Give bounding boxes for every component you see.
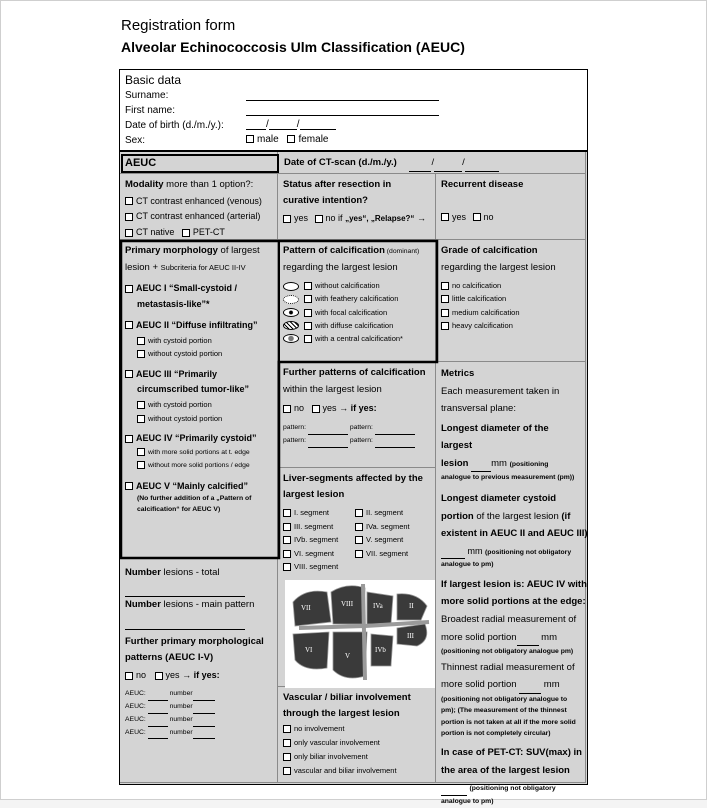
petct-heading-cont: the area of the largest lesion xyxy=(441,764,570,776)
segment-viii-checkbox[interactable] xyxy=(283,563,291,571)
pattern-heading: Pattern of calcification xyxy=(283,245,385,256)
resection-yes-label: yes xyxy=(294,213,309,224)
vascular-cell xyxy=(278,687,436,783)
modality-arterial-checkbox[interactable] xyxy=(125,213,133,221)
grade-calcification-cell xyxy=(436,240,586,362)
metrics-heading: Metrics xyxy=(441,368,475,379)
aeuc-entry-field-4[interactable] xyxy=(148,738,168,739)
arrow-icon: → xyxy=(416,213,426,224)
modality-heading-note: more than 1 option?: xyxy=(163,179,254,190)
recurrent-cell xyxy=(436,174,586,240)
segment-vi-label: VI. segment xyxy=(294,548,335,558)
pattern-field-label: pattern: xyxy=(283,424,307,431)
modality-native-label: CT native xyxy=(136,227,175,238)
vessel-line xyxy=(299,626,365,628)
thinnest-heading: Thinnest radial measurement of xyxy=(441,661,575,673)
longest-diameter-lesion: lesion xyxy=(441,457,469,469)
grade-medium-label: medium calcification xyxy=(452,307,520,317)
aeuc-iv-condition: If largest lesion is: AEUC IV with xyxy=(441,578,587,590)
recurrent-yes-checkbox[interactable] xyxy=(441,213,449,221)
number-main-field[interactable] xyxy=(125,619,245,630)
dob-label: Date of birth (d./m./y.): xyxy=(125,120,224,131)
grade-little-label: little calcification xyxy=(452,294,507,304)
form-subtitle: Alveolar Echinococcosis Ulm Classification (AEUC) xyxy=(121,39,465,55)
aeuc-entry-label: AEUC: xyxy=(125,702,146,710)
cystoid-of-lesion: of the largest lesion xyxy=(473,510,562,522)
petct-note: (positioning not obligatory xyxy=(469,785,556,793)
number-cell xyxy=(120,558,278,783)
pattern-feathery-label: with feathery calcification xyxy=(315,294,399,304)
number-entry-label: number xyxy=(169,728,193,736)
arrow-icon: → xyxy=(339,403,349,414)
segment-ii-label: II. segment xyxy=(366,508,404,518)
liver-heading: Liver-segments affected by the largest lesion xyxy=(283,473,423,501)
pattern-focal-label: with focal calcification xyxy=(315,307,388,317)
resection-heading: Status after resection in curative intention? xyxy=(283,179,392,207)
vascular-heading: Vascular / biliar involvement through the largest lesion xyxy=(283,692,411,720)
cystoid-if: (if xyxy=(561,510,571,522)
diagram-label-vi: VI xyxy=(305,646,313,654)
further-patterns-if-yes: if yes: xyxy=(350,403,377,414)
modality-venous-checkbox[interactable] xyxy=(125,197,133,205)
vascular-none-checkbox[interactable] xyxy=(283,725,291,733)
liver-diagram-svg xyxy=(285,580,435,688)
grade-subheading: regarding the largest lesion xyxy=(441,261,556,273)
petct-note-cont: analogue to pm) xyxy=(441,797,494,805)
further-patterns-subheading: within the largest lesion xyxy=(283,383,382,395)
recurrent-yes-label: yes xyxy=(452,211,467,222)
further-primary-if-yes: if yes: xyxy=(193,670,220,681)
male-label: male xyxy=(257,134,279,145)
number-total-rest: lesions - total xyxy=(160,567,220,578)
modality-venous-label: CT contrast enhanced (venous) xyxy=(136,195,262,206)
diagram-label-vii: VII xyxy=(301,604,311,612)
diagram-label-iii: III xyxy=(407,632,414,640)
resection-yes-checkbox[interactable] xyxy=(283,215,291,223)
first-name-label: First name: xyxy=(125,105,176,116)
aeuc-i-label: AEUC I “Small-cystoid / xyxy=(136,283,238,294)
aeuc-iv-label: AEUC IV “Primarily cystoid” xyxy=(136,433,257,443)
recurrent-no-checkbox[interactable] xyxy=(473,213,481,221)
pattern-subheading: regarding the largest lesion xyxy=(283,261,398,273)
number-entry-label: number xyxy=(169,689,193,697)
grade-medium-checkbox[interactable] xyxy=(441,309,449,317)
broadest-heading: Broadest radial measurement of xyxy=(441,613,577,625)
pattern-heading-note: (dominant) xyxy=(384,248,420,255)
grade-heading: Grade of calcification xyxy=(441,245,538,256)
number-main-label: Number xyxy=(125,599,161,611)
first-name-field[interactable] xyxy=(246,105,439,116)
basic-data-section xyxy=(119,69,588,151)
longest-diameter-heading: Longest diameter of the largest xyxy=(441,422,549,452)
aeuc-ii-cystoid-label: with cystoid portion xyxy=(148,335,212,345)
resection-relapse-note: „yes“, „Relapse?“ xyxy=(345,214,415,224)
grade-heavy-label: heavy calcification xyxy=(452,320,513,330)
metrics-line1: Each measurement taken in xyxy=(441,385,560,397)
thinnest-note: (positioning not obligatory analogue to xyxy=(441,695,568,703)
cystoid-existent: existent in AEUC II and AEUC III) xyxy=(441,528,588,540)
resection-cell xyxy=(278,174,436,240)
primary-subcriteria: Subcriteria for AEUC II-IV xyxy=(160,262,246,272)
aeuc-v-note-cont: calcification“ for AEUC V) xyxy=(137,506,221,514)
diagram-label-ii: II xyxy=(409,602,414,610)
aeuc-label-cell xyxy=(120,152,278,174)
longest-diameter-note: (positioning xyxy=(509,460,549,468)
surname-label: Surname: xyxy=(125,90,169,101)
vascular-none-label: no involvement xyxy=(294,724,345,734)
further-primary-no-checkbox[interactable] xyxy=(125,672,133,680)
primary-pattern-outline xyxy=(119,239,439,561)
pattern-field-label: pattern: xyxy=(349,436,373,444)
resection-no-label: no if xyxy=(325,213,343,224)
further-patterns-heading: Further patterns of calcification xyxy=(283,367,426,378)
pattern-central-label: with a central calcification* xyxy=(315,333,403,343)
further-primary-yes-checkbox[interactable] xyxy=(155,672,163,680)
pattern-field-label: pattern: xyxy=(349,424,373,431)
metrics-line2: transversal plane: xyxy=(441,403,516,415)
cystoid-portion: portion xyxy=(441,510,474,522)
aeuc-iv-solid-label: with more solid portions at t. edge xyxy=(148,448,250,456)
aeuc-v-label: AEUC V “Mainly calcified” xyxy=(136,480,249,491)
further-patterns-no-label: no xyxy=(294,403,305,414)
aeuc-entry-label: AEUC: xyxy=(125,728,146,736)
surname-field[interactable] xyxy=(246,90,439,101)
number-entry-label: number xyxy=(169,702,193,710)
segment-ivb-label: IVb. segment xyxy=(294,535,339,545)
grade-heavy-checkbox[interactable] xyxy=(441,322,449,330)
number-main-rest: lesions - main pattern xyxy=(160,599,255,611)
recurrent-no-label: no xyxy=(483,211,494,222)
basic-data-heading: Basic data xyxy=(125,73,182,87)
modality-petct-checkbox[interactable] xyxy=(182,229,190,237)
grade-little-checkbox[interactable] xyxy=(441,295,449,303)
cystoid-heading: Longest diameter cystoid xyxy=(441,492,557,504)
biliar-only-checkbox[interactable] xyxy=(283,753,291,761)
aeuc-iii-cystoid-label: with cystoid portion xyxy=(148,400,212,409)
cystoid-note: (positioning not obligatory xyxy=(485,548,572,556)
resection-no-checkbox[interactable] xyxy=(315,215,323,223)
female-checkbox[interactable] xyxy=(287,135,295,143)
ct-date-label: Date of CT-scan (d./m./y.) xyxy=(284,157,397,168)
aeuc-iii-no-cystoid-label: without cystoid portion xyxy=(148,413,223,423)
vascular-biliar-label: vascular and biliar involvement xyxy=(294,765,397,775)
primary-heading: Primary morphology xyxy=(125,245,218,256)
segment-iva-label: IVa. segment xyxy=(366,521,410,531)
segment-viii-label: VIII. segment xyxy=(294,562,339,572)
vascular-only-checkbox[interactable] xyxy=(283,739,291,747)
aeuc-iv-no-solid-label: without more solid portions / edge xyxy=(148,461,250,469)
unit-mm: mm xyxy=(467,545,483,556)
primary-heading-line2: lesion + xyxy=(125,261,161,273)
biliar-only-label: only biliar involvement xyxy=(294,752,368,762)
ct-date-field[interactable]: / / xyxy=(409,157,498,168)
segment-i-label: I. segment xyxy=(294,508,330,518)
dob-field[interactable]: / / xyxy=(246,119,336,130)
arrow-icon: → xyxy=(182,670,192,681)
grade-none-label: no calcification xyxy=(452,281,502,291)
broadest-portion: more solid portion xyxy=(441,631,517,643)
modality-arterial-label: CT contrast enhanced (arterial) xyxy=(136,211,261,222)
segment-vii-shape xyxy=(293,591,331,626)
diagram-label-ivb: IVb xyxy=(375,646,386,654)
unit-mm: mm xyxy=(541,631,557,643)
aeuc-iii-label-cont: circumscribed tumor-like” xyxy=(137,384,250,395)
further-primary-no-label: no xyxy=(136,670,147,681)
vascular-biliar-checkbox[interactable] xyxy=(283,767,291,775)
segment-v-label: V. segment xyxy=(366,535,404,545)
thinnest-portion: more solid portion xyxy=(441,679,517,691)
female-label: female xyxy=(298,134,329,145)
further-primary-yes-label: yes xyxy=(165,670,180,681)
broadest-note: (positioning not obligatory analogue pm) xyxy=(441,648,574,656)
vascular-only-label: only vascular involvement xyxy=(294,738,380,748)
aeuc-iii-label: AEUC III “Primarily xyxy=(136,368,218,379)
pattern-diffuse-label: with diffuse calcification xyxy=(315,320,394,330)
aeuc-ii-label: AEUC II “Diffuse infiltrating” xyxy=(136,319,258,330)
petct-heading: In case of PET-CT: SUV(max) in xyxy=(441,746,582,758)
thinnest-note-3: portion is not taken at all if the more solid xyxy=(441,718,576,726)
number-total-label: Number xyxy=(125,567,161,578)
segment-iii-label: III. segment xyxy=(294,521,334,531)
number-entry-label: number xyxy=(169,715,193,723)
cystoid-note-cont: analogue to pm) xyxy=(441,561,494,569)
aeuc-entry-label: AEUC: xyxy=(125,689,146,697)
modality-petct-label: PET-CT xyxy=(192,227,225,238)
pattern-none-label: without calcification xyxy=(315,281,380,291)
unit-mm: mm xyxy=(491,457,507,469)
pattern-field-label: pattern: xyxy=(283,436,307,444)
aeuc-iv-condition-cont: more solid portions at the edge: xyxy=(441,596,586,608)
thinnest-note-4: portion is not completely circular) xyxy=(441,730,551,738)
diagram-label-viii: VIII xyxy=(341,600,354,608)
male-checkbox[interactable] xyxy=(246,135,254,143)
further-primary-heading: Further primary morphological patterns (AEUC I-V) xyxy=(125,635,264,663)
longest-diameter-note-cont: analogue to previous measurement (pm)) xyxy=(441,474,575,482)
unit-mm: mm xyxy=(543,679,560,691)
modality-heading: Modality xyxy=(125,179,164,190)
ct-date-cell xyxy=(278,152,586,174)
number-entry-field-4[interactable] xyxy=(193,738,215,739)
modality-native-checkbox[interactable] xyxy=(125,229,133,237)
further-patterns-yes-label: yes xyxy=(322,403,337,414)
sex-label: Sex: xyxy=(125,135,146,146)
grade-none-checkbox[interactable] xyxy=(441,282,449,290)
aeuc-entry-label: AEUC: xyxy=(125,715,146,723)
form-title: Registration form xyxy=(121,17,236,34)
diagram-label-iva: IVa xyxy=(373,602,383,610)
aeuc-v-note: (No further addition of a „Pattern of xyxy=(137,495,252,503)
segment-vii-label: VII. segment xyxy=(366,548,409,558)
aeuc-label: AEUC xyxy=(125,157,157,169)
liver-segments-diagram xyxy=(285,580,435,688)
diagram-label-v: V xyxy=(345,652,351,660)
vessel-line xyxy=(363,584,365,680)
number-total-field[interactable] xyxy=(125,586,245,597)
thinnest-note-2: pm); (The measurement of the thinnest xyxy=(441,707,567,715)
metrics-cell xyxy=(436,362,588,805)
aeuc-i-label-cont: metastasis-like”* xyxy=(137,299,210,309)
modality-cell xyxy=(120,174,278,240)
recurrent-heading: Recurrent disease xyxy=(441,179,524,190)
aeuc-ii-no-cystoid-label: without cystoid portion xyxy=(148,349,223,358)
primary-heading-note: of largest xyxy=(217,245,260,256)
